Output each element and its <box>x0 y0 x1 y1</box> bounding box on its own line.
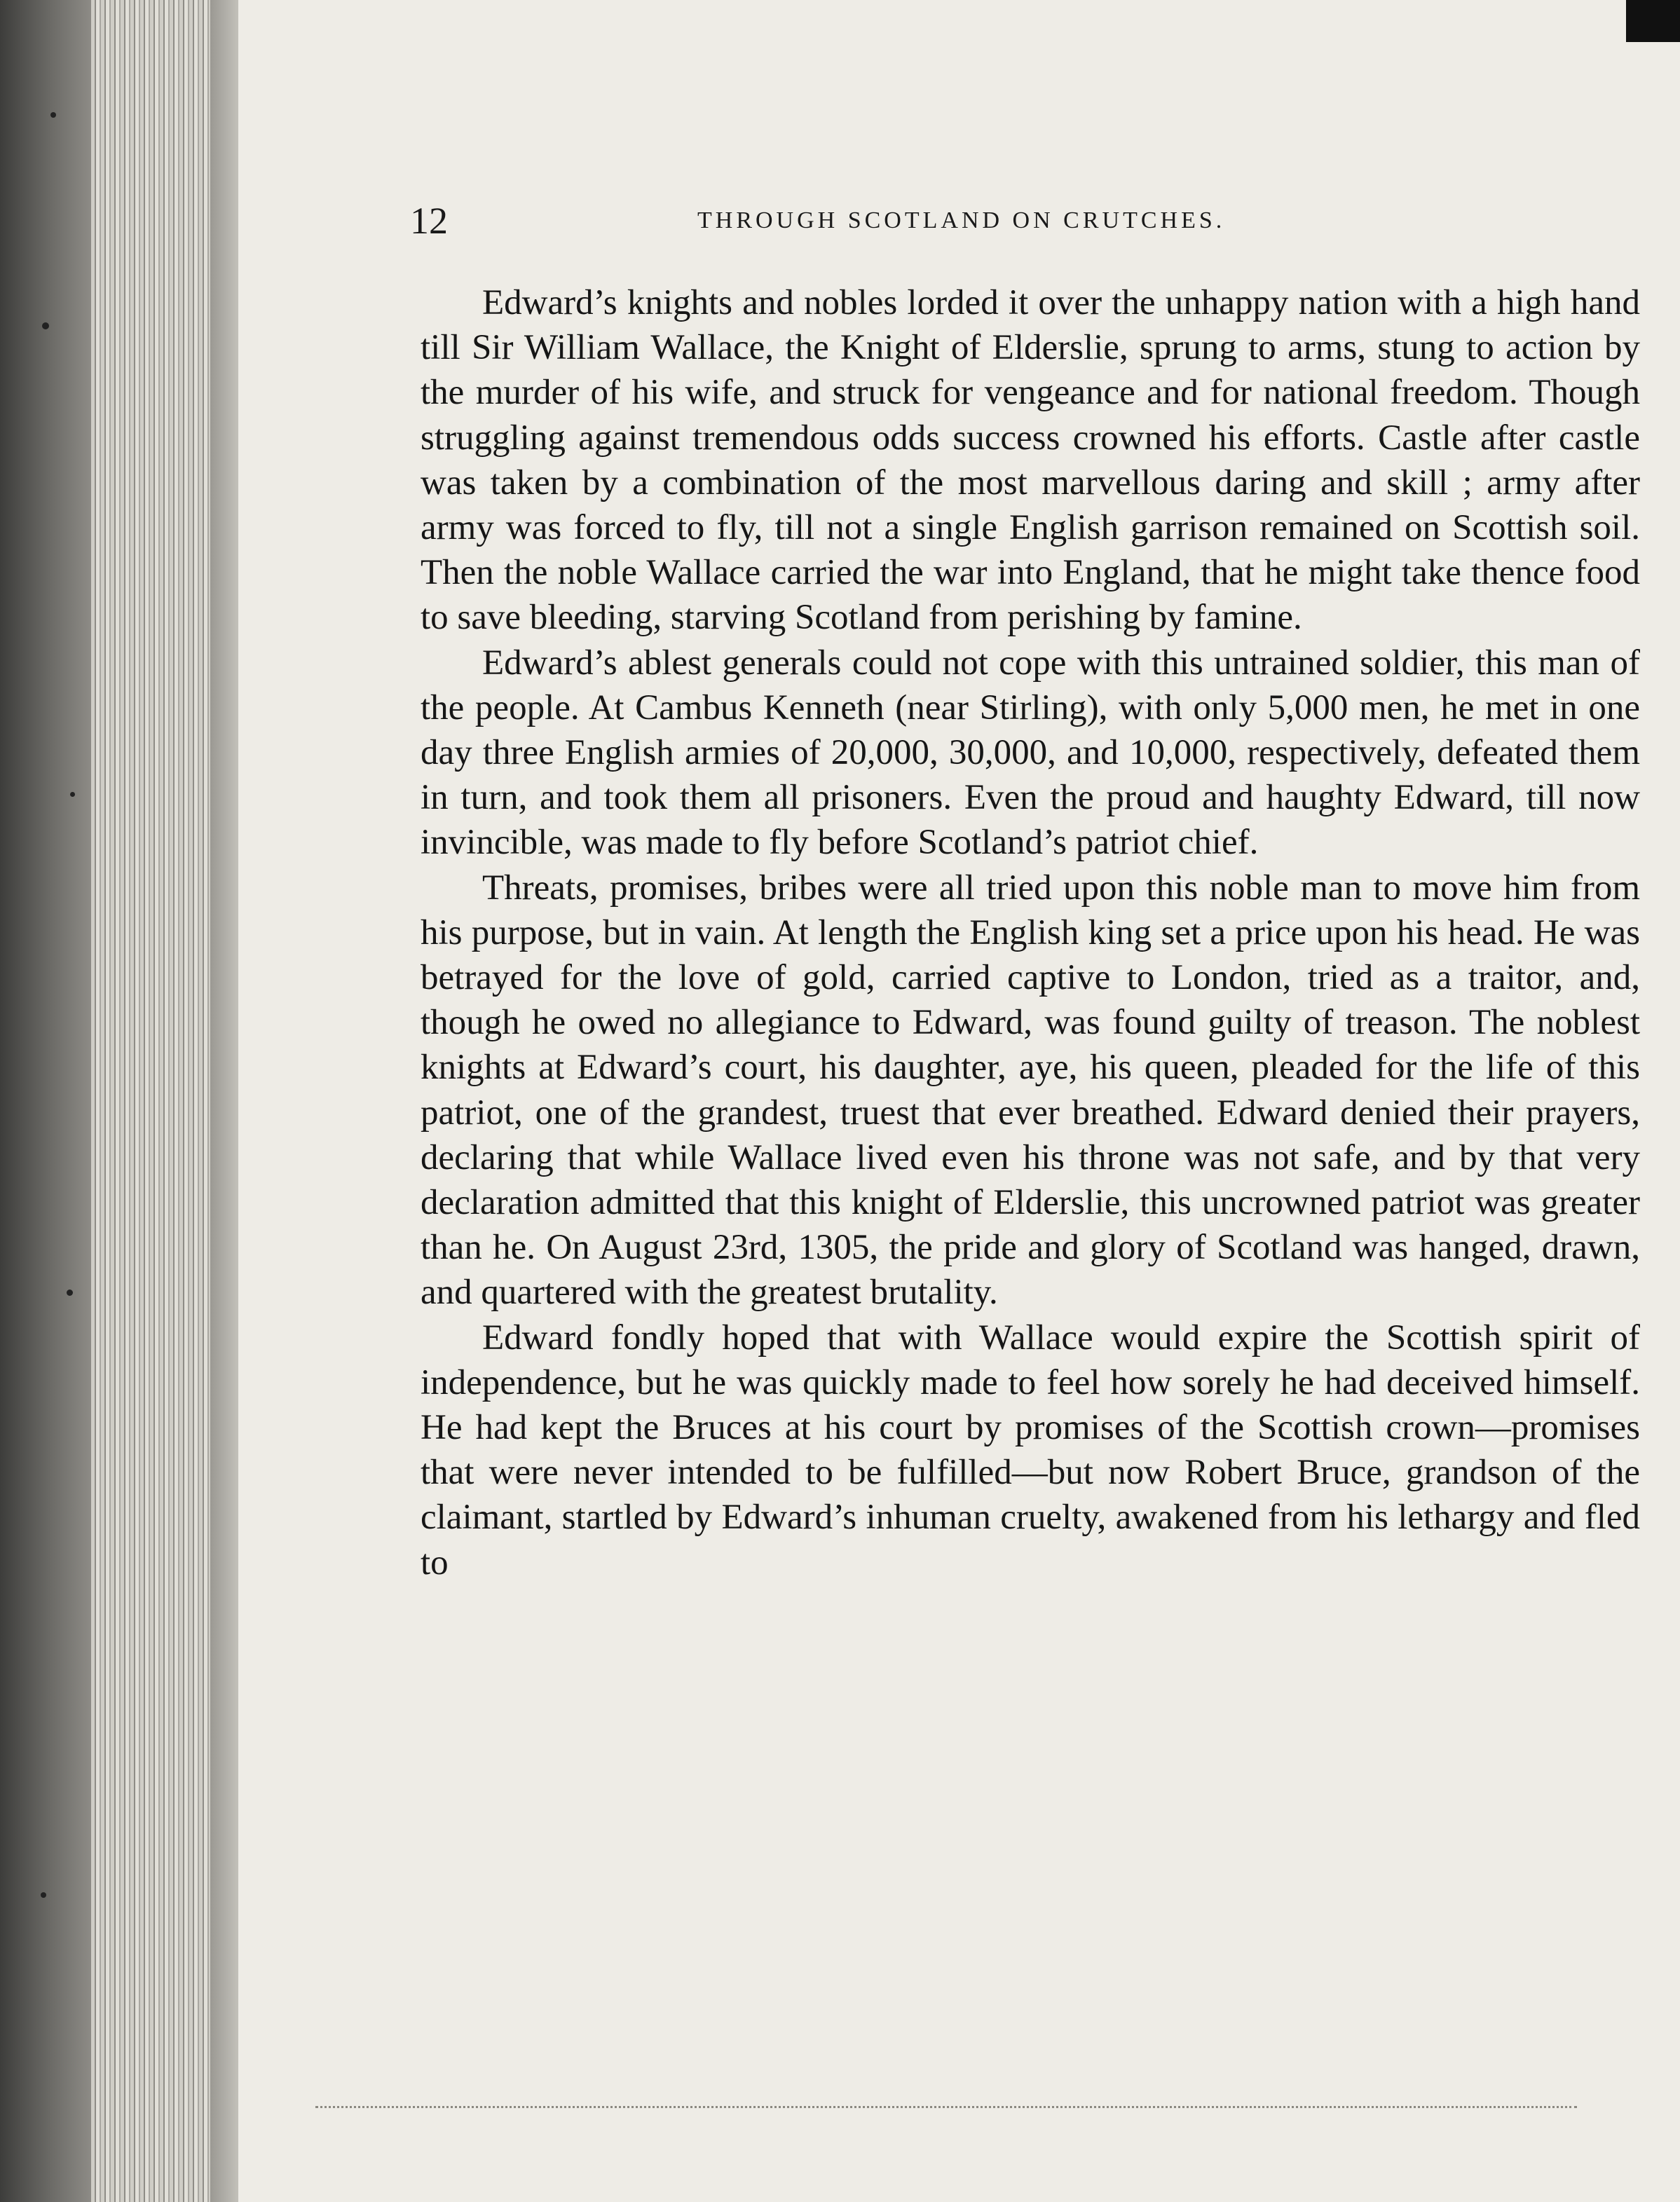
scan-speck <box>67 1290 73 1296</box>
paragraph-1: Edward’s knights and nobles lorded it over the unhappy nation with a high hand till Sir William Wallace, the Knight of Elderslie, sprung to arms, stung to action by the murder of his wife, and struck for vengeance and for national freedom. Though struggling against tremendous odds success crowned his efforts. Castle after castle was taken by a combination of the most marvellous daring and skill ; army after army was forced to fly, till not a single English garrison remained on Scottish soil. Then the noble Wallace carried the war into England, that he might take thence food to save bleeding, starving Scotland from perishing by famine. <box>421 283 1640 638</box>
page-number: 12 <box>410 200 448 242</box>
scan-corner-mark <box>1626 0 1680 42</box>
paragraph-4: Edward fondly hoped that with Wallace would expire the Scottish spirit of independence, but he was quickly made to feel how sorely he had deceived himself. He had kept the Bruces at his court by promises of the Scottish crown—promises that were never intended to be fulfilled—but now Robert Bruce, grandson of the claimant, startled by Edward’s inhuman cruelty, awakened from his lethargy and fled to <box>421 1318 1640 1582</box>
scan-speck <box>42 322 49 329</box>
running-title: THROUGH SCOTLAND ON CRUTCHES. <box>697 207 1226 233</box>
paragraph-2: Edward’s ablest generals could not cope with this untrained soldier, this man of the people. At Cambus Kenneth (near Stirling), with only 5,000 men, he met in one day three English armies of 20,000, 30,000, and 10,000, respectively, defeated them in turn, and took them all prisoners. Even the proud and haughty Edward, till now invincible, was made to fly before Scotland’s patriot chief. <box>421 643 1640 863</box>
scan-speck <box>70 792 75 797</box>
scan-speck <box>50 112 56 118</box>
facing-page-edge <box>0 0 91 2202</box>
scan-speck <box>41 1892 46 1898</box>
page-bottom-dust <box>315 2106 1577 2108</box>
running-head <box>410 200 1658 242</box>
body-text <box>421 280 1640 1585</box>
paragraph-3: Threats, promises, bribes were all tried upon this noble man to move him from his purpose, but in vain. At length the English king set a price upon his head. He was betrayed for the love of gold, carried captive to London, tried as a traitor, and, though he owed no allegiance to Edward, was found guilty of treason. The noblest knights at Edward’s court, his daughter, aye, his queen, pleaded for the life of this patriot, one of the grandest, truest that ever breathed. Edward denied their prayers, declaring that while Wallace lived even his throne was not safe, and by that very declaration admitted that this knight of Elderslie, this uncrowned patriot was greater than he. On August 23rd, 1305, the pride and glory of Scotland was hanged, drawn, and quartered with the greatest brutality. <box>421 868 1640 1313</box>
